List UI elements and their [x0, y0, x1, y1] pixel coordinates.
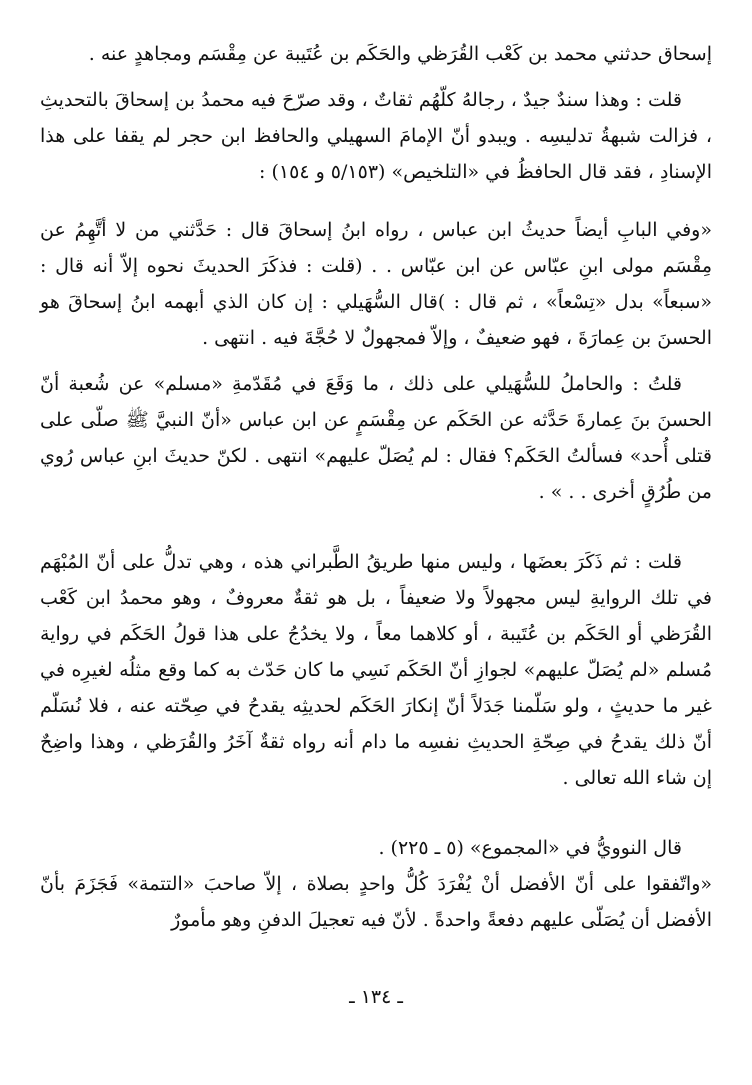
page-body	[40, 36, 712, 938]
paragraph-isnad-continuation: إسحاق حدثني محمد بن كَعْب القُرَظي والحَكَم بن عُتَيبة عن مِقْسَم ومجاهدٍ عنه .	[88, 43, 712, 65]
paragraph-talkhis-quote: «وفي البابِ أيضاً حديثُ ابن عباس ، رواه ابنُ إسحاقَ قال : حَدَّثني من لا أتَّهِمُ عن مِقْسَم مولى ابنِ عبّاس عن ابن عبّاس . . (قلت : فذكَرَ الحديثَ نحوه إلاّ أنه قال : «سبعاً» بدل «تِسْعاً» ، ثم قال : )قال السُّهَيلي : إن كان الذي أبهمه ابنُ إسحاقَ هو الحسنَ بن عِمارَةَ ، فهو ضعيفٌ ، وإلاّ فمجهولٌ لا حُجَّةَ فيه . انتهى .	[40, 219, 712, 349]
paragraph-nawawi-citation: قال النوويُّ في «المجموع» (٥ ـ ٢٢٥) .	[378, 837, 682, 859]
paragraph-sanad-assessment: قلت : وهذا سندٌ جيدٌ ، رجالهُ كلّهُم ثقاتٌ ، وقد صرّحَ فيه محمدُ بن إسحاقَ بالتحديثِ ، فزالت شبهةُ تدليسِه . ويبدو أنّ الإمامَ السهيلي والحافظ ابن حجر لم يقفا على هذا الإسنادِ ، فقد قال الحافظُ في «التلخيص» (٥/١٥٣ و ١٥٤) :	[40, 89, 712, 183]
paragraph-suhayli-reason: قلتُ : والحاملُ للسُّهَيلي على ذلك ، ما وَقَعَ في مُقَدّمةِ «مسلم» عن شُعبة أنّ الحسنَ بنَ عِمارةَ حَدَّثه عن الحَكَم عن مِقْسَمٍ عن ابن عباس «أنّ النبيَّ ﷺ صلّى على قتلى أُحد» فسألتُ الحَكَم؟ فقال : لم يُصَلّ عليهم» انتهى . لكنّ حديثَ ابنِ عباس رُوي من طُرُقٍ أخرى . . » .	[40, 373, 712, 503]
paragraph-nawawi-quote: «واتّفقوا على أنّ الأفضل أنْ يُفْرَدَ كُلُّ واحدٍ بصلاة ، إلاّ صاحبَ «التتمة» فَجَزَمَ بأنّ الأفضل أن يُصَلّى عليهم دفعةً واحدةً . لأنّ فيه تعجيلَ الدفنِ وهو مأمورٌ	[40, 873, 712, 931]
paragraph-author-commentary: قلت : ثم ذَكَرَ بعضَها ، وليس منها طريقُ الطَّبراني هذه ، وهي تدلُّ على أنّ المُبْهَم في تلك الروايةِ ليس مجهولاً ولا ضعيفاً ، بل هو ثقةٌ معروفٌ ، وهو محمدُ ابن كَعْب القُرَظي أو الحَكَم بن عُتَيبة ، أو كلاهما معاً ، ولا يخدُجُ على هذا قولُ الحَكَم في رواية مُسلم «لم يُصَلّ عليهم» لجوازِ أنّ الحَكَم نَسِي ما كان حَدّث به كما وقع مثلُه لغيرِه في غير ما حديثٍ ، ولو سَلّمنا جَدَلاً أنّ إنكارَ الحَكَم لحديثِه يقدحُ في صِحّته عنه ، فلا نُسَلّم أنّ ذلك يقدحُ في صِحّةِ الحديثِ نفسِه ما دام أنه رواه ثقةٌ آخَرُ والقُرَظي ، وهذا واضِحٌ إن شاء الله تعالى .	[40, 551, 712, 789]
page-number: ـ ١٣٤ ـ	[349, 986, 403, 1008]
